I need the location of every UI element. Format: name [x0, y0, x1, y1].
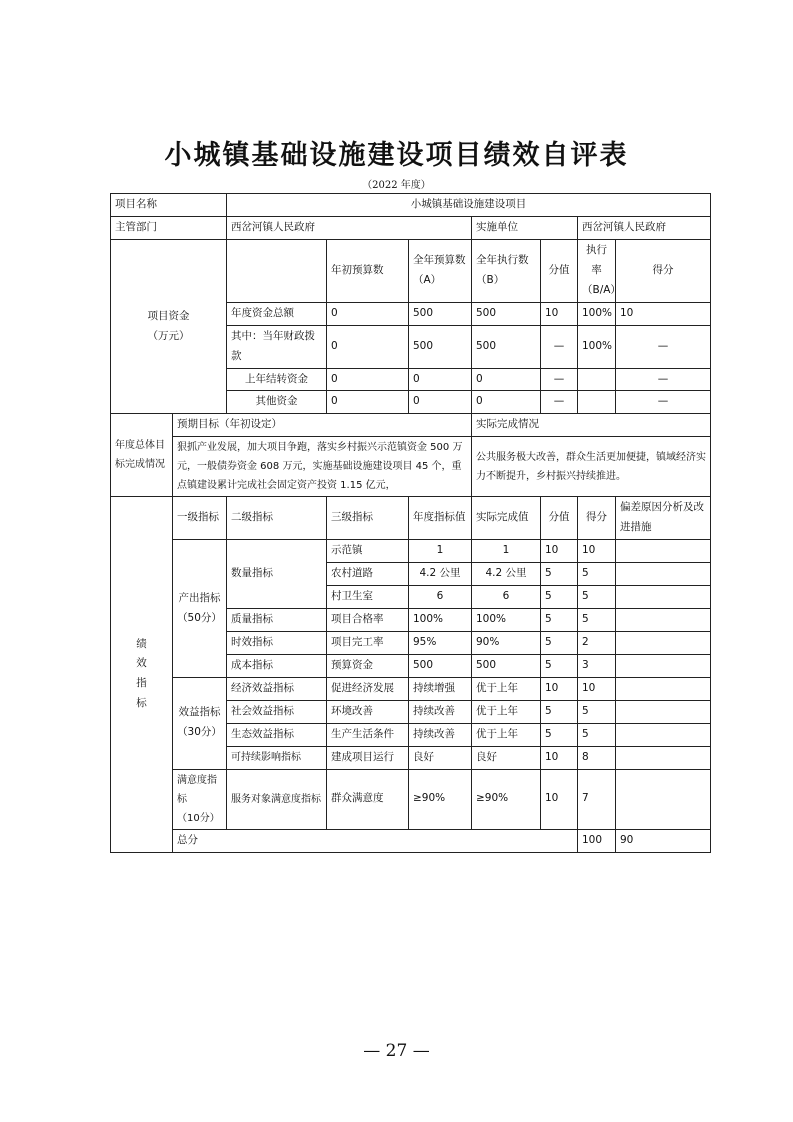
funds-cell: — [616, 391, 711, 414]
note-cell [616, 586, 711, 609]
funds-cell: 500 [472, 302, 541, 325]
funds-label: 项目资金 （万元） [111, 239, 227, 414]
funds-cell: — [541, 325, 578, 368]
target-cell: 100% [409, 609, 472, 632]
row-dept [111, 216, 711, 239]
l3-cell: 示范镇 [327, 540, 409, 563]
l3-cell: 生产生活条件 [327, 723, 409, 746]
perf-header-3: 年度指标值 [409, 497, 472, 540]
evaluation-table [110, 193, 711, 853]
row-goal-text [111, 437, 711, 497]
l2-cell: 时效指标 [227, 631, 327, 654]
got-cell: 5 [578, 609, 616, 632]
score-cell: 5 [541, 700, 578, 723]
note-cell [616, 540, 711, 563]
got-cell: 10 [578, 677, 616, 700]
got-cell: 2 [578, 631, 616, 654]
actual-cell: 1 [472, 540, 541, 563]
got-cell: 5 [578, 563, 616, 586]
funds-cell: 0 [409, 391, 472, 414]
actual-cell: 90% [472, 631, 541, 654]
year-label: （2022 年度） [362, 180, 431, 191]
got-cell: 3 [578, 654, 616, 677]
funds-cell: 0 [472, 368, 541, 391]
l3-cell: 群众满意度 [327, 769, 409, 829]
funds-cell: — [541, 391, 578, 414]
quantity-label: 数量指标 [227, 540, 327, 609]
row-project-name [111, 194, 711, 217]
funds-cell: 500 [409, 325, 472, 368]
target-cell: 500 [409, 654, 472, 677]
note-cell [616, 631, 711, 654]
actual-cell: 优于上年 [472, 677, 541, 700]
funds-row-label: 其中：当年财政拨款 [227, 325, 327, 368]
note-cell [616, 563, 711, 586]
actual-cell: 优于上年 [472, 700, 541, 723]
goal-label: 年度总体目标完成情况 [111, 414, 173, 497]
row-total [111, 829, 711, 852]
goal-expected-header: 预期目标（年初设定） [173, 414, 472, 437]
project-name-label: 项目名称 [111, 194, 227, 217]
funds-header-5: 得分 [616, 239, 711, 302]
funds-cell: 100% [578, 302, 616, 325]
target-cell: 4.2 公里 [409, 563, 472, 586]
l3-cell: 环境改善 [327, 700, 409, 723]
actual-cell: ≥90% [472, 769, 541, 829]
score-cell: 10 [541, 540, 578, 563]
target-cell: ≥90% [409, 769, 472, 829]
funds-header-blank [227, 239, 327, 302]
row-perf-header [111, 497, 711, 540]
target-cell: 95% [409, 631, 472, 654]
row-funds-header [111, 239, 711, 302]
score-cell: 10 [541, 769, 578, 829]
target-cell: 1 [409, 540, 472, 563]
funds-cell [578, 391, 616, 414]
funds-cell: 0 [327, 325, 409, 368]
impl-label: 实施单位 [472, 216, 578, 239]
perf-header-5: 分值 [541, 497, 578, 540]
funds-cell: — [616, 368, 711, 391]
funds-row-label: 其他资金 [227, 391, 327, 414]
page-title: 小城镇基础设施建设项目绩效自评表 [164, 140, 629, 171]
actual-cell: 4.2 公里 [472, 563, 541, 586]
total-got: 90 [616, 829, 711, 852]
note-cell [616, 700, 711, 723]
funds-cell: 500 [409, 302, 472, 325]
note-cell [616, 723, 711, 746]
actual-cell: 优于上年 [472, 723, 541, 746]
l2-cell: 经济效益指标 [227, 677, 327, 700]
dept-label: 主管部门 [111, 216, 227, 239]
funds-cell: — [616, 325, 711, 368]
total-label: 总分 [173, 829, 578, 852]
l2-cell: 质量指标 [227, 609, 327, 632]
l3-cell: 预算资金 [327, 654, 409, 677]
funds-cell: 10 [616, 302, 711, 325]
satisfaction-label: 满意度指标 （10分） [173, 769, 227, 829]
score-cell: 5 [541, 586, 578, 609]
l2-cell: 成本指标 [227, 654, 327, 677]
l2-cell: 生态效益指标 [227, 723, 327, 746]
funds-cell: 0 [472, 391, 541, 414]
perf-header-7: 偏差原因分析及改进措施 [616, 497, 711, 540]
score-cell: 5 [541, 563, 578, 586]
funds-header-4: 执行率（B/A） [578, 239, 616, 302]
funds-cell: 0 [327, 391, 409, 414]
target-cell: 持续改善 [409, 723, 472, 746]
got-cell: 5 [578, 586, 616, 609]
score-cell: 5 [541, 631, 578, 654]
l3-cell: 项目合格率 [327, 609, 409, 632]
got-cell: 5 [578, 700, 616, 723]
perf-header-1: 二级指标 [227, 497, 327, 540]
funds-cell [578, 368, 616, 391]
got-cell: 10 [578, 540, 616, 563]
l2-cell: 社会效益指标 [227, 700, 327, 723]
l3-cell: 农村道路 [327, 563, 409, 586]
total-score: 100 [578, 829, 616, 852]
project-name-value: 小城镇基础设施建设项目 [227, 194, 711, 217]
actual-cell: 良好 [472, 746, 541, 769]
note-cell [616, 677, 711, 700]
funds-cell: 500 [472, 325, 541, 368]
impl-value: 西岔河镇人民政府 [578, 216, 711, 239]
l2-cell: 服务对象满意度指标 [227, 769, 327, 829]
score-cell: 5 [541, 609, 578, 632]
l2-cell: 可持续影响指标 [227, 746, 327, 769]
goal-actual-text: 公共服务极大改善，群众生活更加便捷，镇域经济实力不断提升，乡村振兴持续推进。 [472, 437, 711, 497]
perf-header-4: 实际完成值 [472, 497, 541, 540]
funds-cell: 0 [327, 302, 409, 325]
funds-cell: — [541, 368, 578, 391]
score-cell: 10 [541, 746, 578, 769]
perf-row [111, 540, 711, 563]
goal-actual-header: 实际完成情况 [472, 414, 711, 437]
actual-cell: 6 [472, 586, 541, 609]
l3-cell: 村卫生室 [327, 586, 409, 609]
perf-header-6: 得分 [578, 497, 616, 540]
target-cell: 持续增强 [409, 677, 472, 700]
row-goal-header [111, 414, 711, 437]
score-cell: 5 [541, 654, 578, 677]
l3-cell: 项目完工率 [327, 631, 409, 654]
perf-row [111, 769, 711, 829]
funds-header-1: 全年预算数（A） [409, 239, 472, 302]
note-cell [616, 769, 711, 829]
actual-cell: 100% [472, 609, 541, 632]
dept-value: 西岔河镇人民政府 [227, 216, 472, 239]
funds-row-label: 上年结转资金 [227, 368, 327, 391]
target-cell: 6 [409, 586, 472, 609]
funds-header-0: 年初预算数 [327, 239, 409, 302]
note-cell [616, 746, 711, 769]
got-cell: 5 [578, 723, 616, 746]
benefit-label: 效益指标 （30分） [173, 677, 227, 769]
perf-header-2: 三级指标 [327, 497, 409, 540]
funds-header-3: 分值 [541, 239, 578, 302]
got-cell: 8 [578, 746, 616, 769]
l3-cell: 建成项目运行 [327, 746, 409, 769]
funds-cell: 0 [409, 368, 472, 391]
perf-row [111, 677, 711, 700]
got-cell: 7 [578, 769, 616, 829]
funds-row-label: 年度资金总额 [227, 302, 327, 325]
perf-label: 绩 效 指 标 [111, 497, 173, 852]
funds-cell: 100% [578, 325, 616, 368]
note-cell [616, 654, 711, 677]
goal-expected-text: 狠抓产业发展，加大项目争跑，落实乡村振兴示范镇资金 500 万元，一般债券资金 608 万元，实施基础设施建设项目 45 个，重点镇建设累计完成社会固定资产投资 1.15 亿元， [173, 437, 472, 497]
perf-header-0: 一级指标 [173, 497, 227, 540]
score-cell: 5 [541, 723, 578, 746]
target-cell: 持续改善 [409, 700, 472, 723]
funds-header-2: 全年执行数（B） [472, 239, 541, 302]
output-label: 产出指标 （50分） [173, 540, 227, 678]
target-cell: 良好 [409, 746, 472, 769]
note-cell [616, 609, 711, 632]
score-cell: 10 [541, 677, 578, 700]
l3-cell: 促进经济发展 [327, 677, 409, 700]
actual-cell: 500 [472, 654, 541, 677]
funds-cell: 0 [327, 368, 409, 391]
funds-cell: 10 [541, 302, 578, 325]
page-number: — 27 — [363, 1041, 430, 1061]
